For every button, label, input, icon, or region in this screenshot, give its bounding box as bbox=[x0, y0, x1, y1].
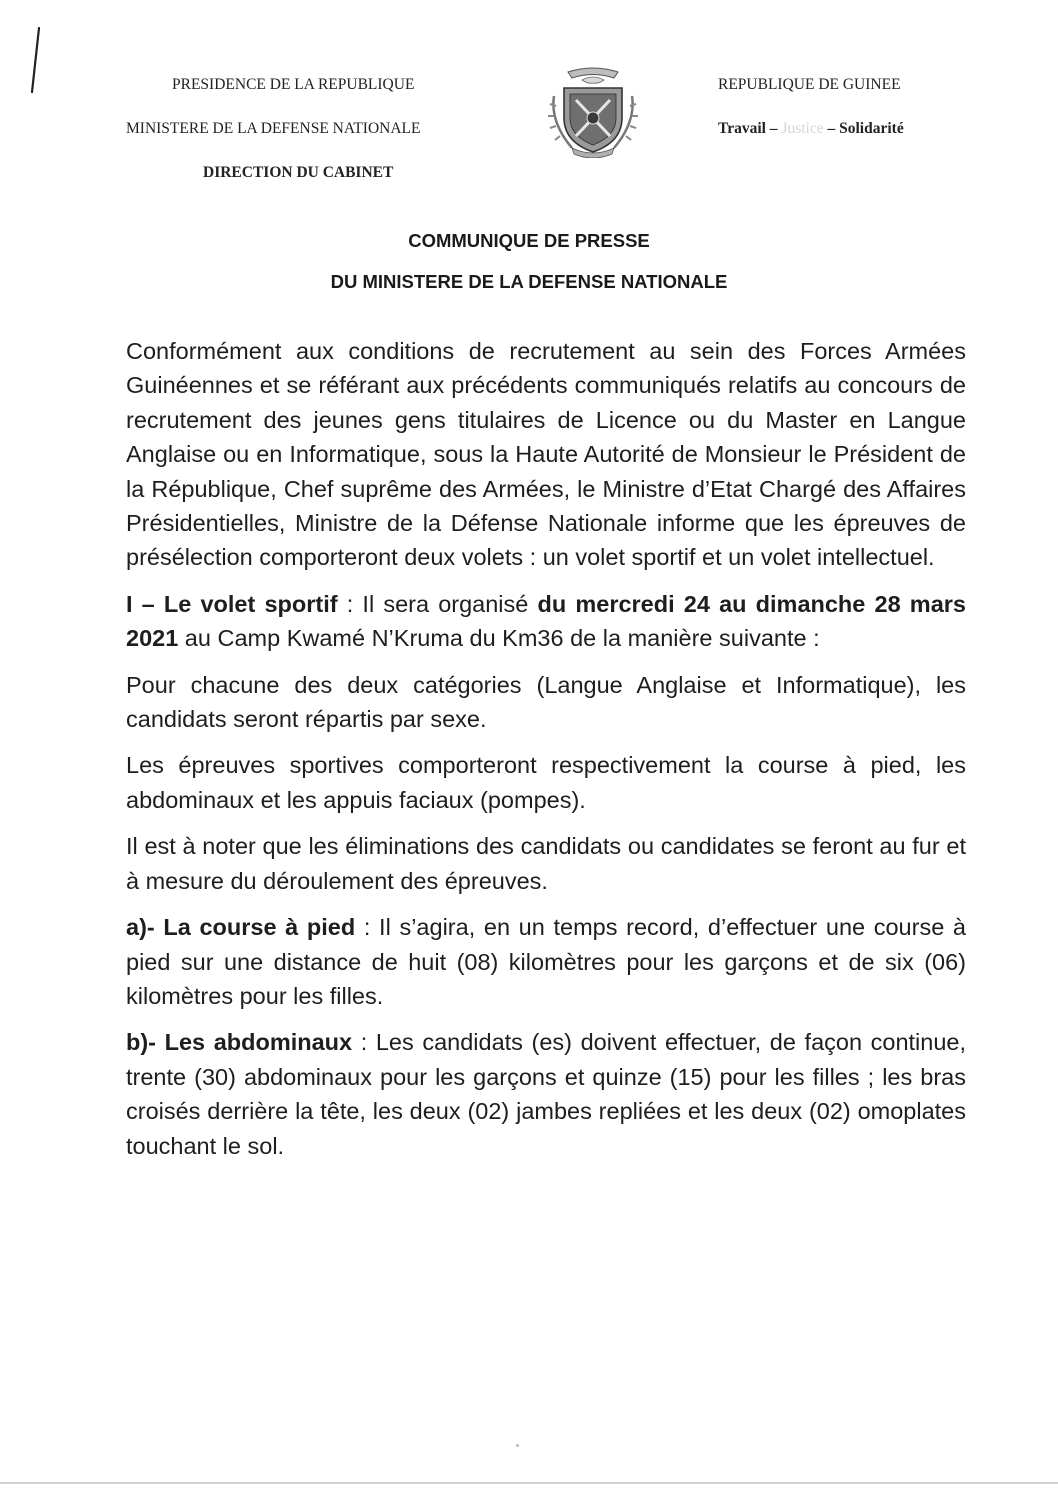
header-republic: REPUBLIQUE DE GUINEE bbox=[718, 76, 901, 93]
section-sport-paragraph bbox=[126, 587, 966, 656]
page-bottom-edge bbox=[0, 1482, 1058, 1484]
header-motto bbox=[718, 120, 904, 138]
header-ministry: MINISTERE DE LA DEFENSE NATIONALE bbox=[126, 120, 421, 137]
section-sport-heading: I – Le volet sportif bbox=[126, 590, 338, 617]
pen-stroke-mark bbox=[28, 26, 42, 96]
elimination-paragraph: Il est à noter que les éliminations des candidats ou candidates se feront au fur et à mesure du déroulement des épreuves. bbox=[126, 833, 966, 894]
press-release-subtitle: DU MINISTERE DE LA DEFENSE NATIONALE bbox=[330, 271, 728, 292]
intro-paragraph: Conformément aux conditions de recrutement au sein des Forces Armées Guinéennes et se référant aux précédents communiqués relatifs au concours de recrutement des jeunes gens titulaires de Licence ou du Master en Langue Anglaise ou en Informatique, sous la Haute Autorité de Monsieur le Président de la République, Chef suprême des Armées, le Ministre d’Etat Chargé des Affaires Présidentielles, Ministre de la Défense Nationale informe que les épreuves de présélection comporteront deux volets : un volet sportif et un volet intellectuel. bbox=[126, 338, 966, 571]
motto-justice: Justice bbox=[781, 120, 824, 137]
header-presidency: PRESIDENCE DE LA REPUBLIQUE bbox=[172, 76, 415, 93]
section-sport-text-b: au Camp Kwamé N’Kruma du Km36 de la manière suivante : bbox=[178, 625, 820, 652]
item-abdominals-text: : Les candidats (es) doivent effectuer, de façon continue, trente (30) abdominaux pour les garçons et quinze (15) pour les filles ; les bras croisés derrière la tête, les deux (02) jambes repliées et les deux (02) omoplates touchant le sol. bbox=[126, 1029, 967, 1159]
categories-paragraph: Pour chacune des deux catégories (Langue Anglaise et Informatique), les candidats seront répartis par sexe. bbox=[126, 671, 966, 733]
scan-speck bbox=[516, 1444, 519, 1447]
motto-work: Travail – bbox=[718, 120, 778, 137]
item-abdominals-heading: b)- Les abdominaux bbox=[126, 1029, 353, 1056]
header-cabinet: DIRECTION DU CABINET bbox=[203, 164, 394, 181]
item-abdominals-paragraph bbox=[126, 1025, 966, 1163]
document-body bbox=[126, 334, 966, 1175]
section-sport-text-a: : Il sera organisé bbox=[337, 590, 538, 617]
item-running-heading: a)- La course à pied bbox=[126, 914, 356, 941]
events-paragraph: Les épreuves sportives comporteront respectivement la course à pied, les abdominaux et les appuis faciaux (pompes). bbox=[126, 752, 966, 813]
item-running-paragraph bbox=[126, 910, 966, 1013]
press-release-title: COMMUNIQUE DE PRESSE bbox=[408, 230, 650, 251]
motto-solidarity: – Solidarité bbox=[827, 120, 904, 137]
section-sport-dates: du mercredi 24 au dimanche 28 mars 2021 bbox=[126, 590, 966, 652]
item-running-text: : Il s’agira, en un temps record, d’effectuer une course à pied sur une distance de huit (08) kilomètres pour les garçons et de six (06) kilomètres pour les filles. bbox=[126, 914, 967, 1009]
guinea-coat-of-arms-icon bbox=[542, 62, 644, 158]
